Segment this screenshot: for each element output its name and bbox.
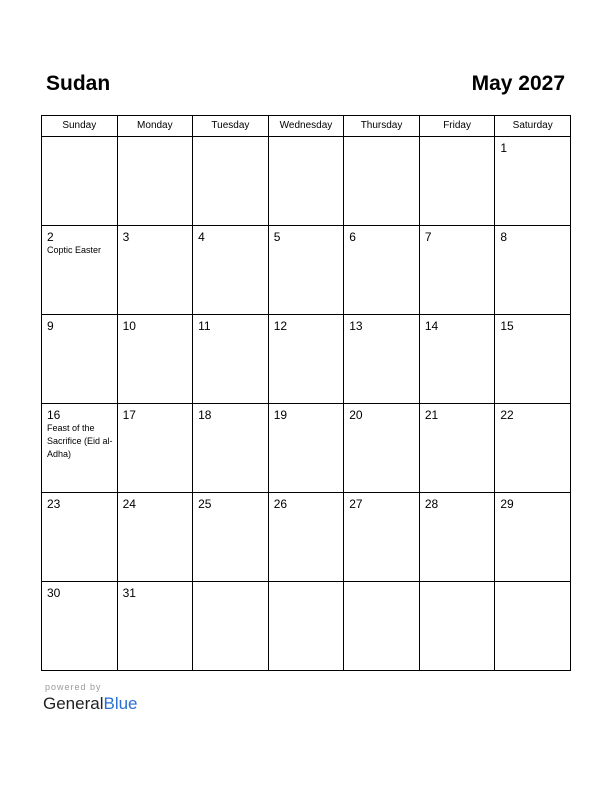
week-row	[42, 582, 571, 671]
day-cell	[495, 582, 571, 671]
day-cell	[419, 315, 495, 404]
month-year-title: May 2027	[471, 72, 565, 95]
day-cell	[193, 226, 269, 315]
day-cell	[117, 404, 193, 493]
day-number: 21	[424, 408, 439, 422]
day-cell	[193, 137, 269, 226]
week-row	[42, 404, 571, 493]
day-cell	[117, 315, 193, 404]
day-cell	[117, 493, 193, 582]
day-cell	[495, 493, 571, 582]
weekday-header: Saturday	[495, 116, 571, 137]
day-cell	[268, 404, 344, 493]
day-number: 8	[500, 230, 508, 244]
day-number: 3	[122, 230, 130, 244]
day-cell	[419, 582, 495, 671]
day-number: 23	[47, 497, 61, 511]
weekday-header-row	[42, 116, 571, 137]
day-cell	[42, 493, 118, 582]
day-number: 18	[198, 408, 212, 422]
day-cell	[42, 404, 118, 493]
weekday-header: Monday	[117, 116, 193, 137]
day-number: 26	[273, 497, 288, 511]
day-cell	[117, 582, 193, 671]
day-number: 16	[47, 408, 61, 422]
day-cell	[117, 226, 193, 315]
day-number: 9	[47, 319, 54, 333]
day-cell	[344, 404, 420, 493]
day-number: 29	[500, 497, 514, 511]
day-cell	[268, 493, 344, 582]
generalblue-logo	[43, 693, 138, 714]
day-cell	[42, 315, 118, 404]
day-cell	[419, 226, 495, 315]
day-cell	[42, 582, 118, 671]
day-cell	[344, 315, 420, 404]
day-number: 14	[424, 319, 439, 333]
day-number: 30	[47, 586, 61, 600]
day-number	[193, 582, 268, 586]
powered-by-text: powered by	[45, 682, 102, 692]
day-cell	[193, 493, 269, 582]
calendar-grid	[41, 115, 571, 671]
day-number: 2	[47, 230, 54, 244]
day-cell	[268, 137, 344, 226]
day-cell	[193, 404, 269, 493]
day-cell	[495, 137, 571, 226]
day-cell	[117, 137, 193, 226]
day-number	[344, 582, 419, 586]
holiday-label: Feast of the Sacrifice (Eid al-Adha)	[47, 423, 113, 459]
country-title: Sudan	[46, 72, 111, 95]
day-number: 7	[424, 230, 432, 244]
day-number: 4	[198, 230, 205, 244]
day-cell	[344, 582, 420, 671]
day-cell	[419, 137, 495, 226]
day-cell	[268, 315, 344, 404]
day-number: 25	[198, 497, 212, 511]
week-row	[42, 493, 571, 582]
day-cell	[193, 315, 269, 404]
day-cell	[495, 226, 571, 315]
week-row	[42, 226, 571, 315]
weekday-header: Tuesday	[193, 116, 269, 137]
day-number	[420, 137, 495, 141]
day-cell	[419, 404, 495, 493]
day-cell	[268, 582, 344, 671]
day-number: 17	[122, 408, 136, 422]
weekday-header: Friday	[419, 116, 495, 137]
day-number	[118, 137, 193, 141]
day-cell	[344, 226, 420, 315]
day-cell	[344, 137, 420, 226]
day-number: 13	[349, 319, 363, 333]
day-cell	[42, 226, 118, 315]
day-cell	[495, 315, 571, 404]
weekday-header: Thursday	[344, 116, 420, 137]
day-number: 6	[349, 230, 356, 244]
day-number	[193, 137, 268, 141]
day-number	[344, 137, 419, 141]
day-number: 24	[122, 497, 136, 511]
day-number	[420, 582, 495, 586]
day-number: 31	[122, 586, 136, 600]
weekday-header: Wednesday	[268, 116, 344, 137]
day-cell	[344, 493, 420, 582]
day-number: 1	[500, 141, 508, 155]
day-number	[269, 137, 344, 141]
generalblue-brand[interactable]	[43, 682, 138, 714]
day-number: 5	[273, 230, 281, 244]
day-cell	[268, 226, 344, 315]
day-number	[495, 582, 570, 586]
day-number: 28	[424, 497, 439, 511]
weekday-header: Sunday	[42, 116, 118, 137]
day-cell	[193, 582, 269, 671]
day-number: 10	[122, 319, 136, 333]
logo-blue-text: Blue	[103, 694, 138, 713]
day-number	[269, 582, 344, 586]
day-number: 15	[500, 319, 514, 333]
holiday-label: Coptic Easter	[47, 245, 102, 255]
day-number: 22	[500, 408, 514, 422]
day-number: 27	[349, 497, 363, 511]
day-number: 11	[198, 319, 211, 333]
day-number	[42, 137, 117, 141]
day-number: 20	[349, 408, 363, 422]
day-cell	[419, 493, 495, 582]
day-number: 19	[273, 408, 288, 422]
day-cell	[42, 137, 118, 226]
logo-general-text: General	[43, 694, 104, 713]
day-cell	[495, 404, 571, 493]
week-row	[42, 315, 571, 404]
week-row	[42, 137, 571, 226]
day-number: 12	[273, 319, 288, 333]
